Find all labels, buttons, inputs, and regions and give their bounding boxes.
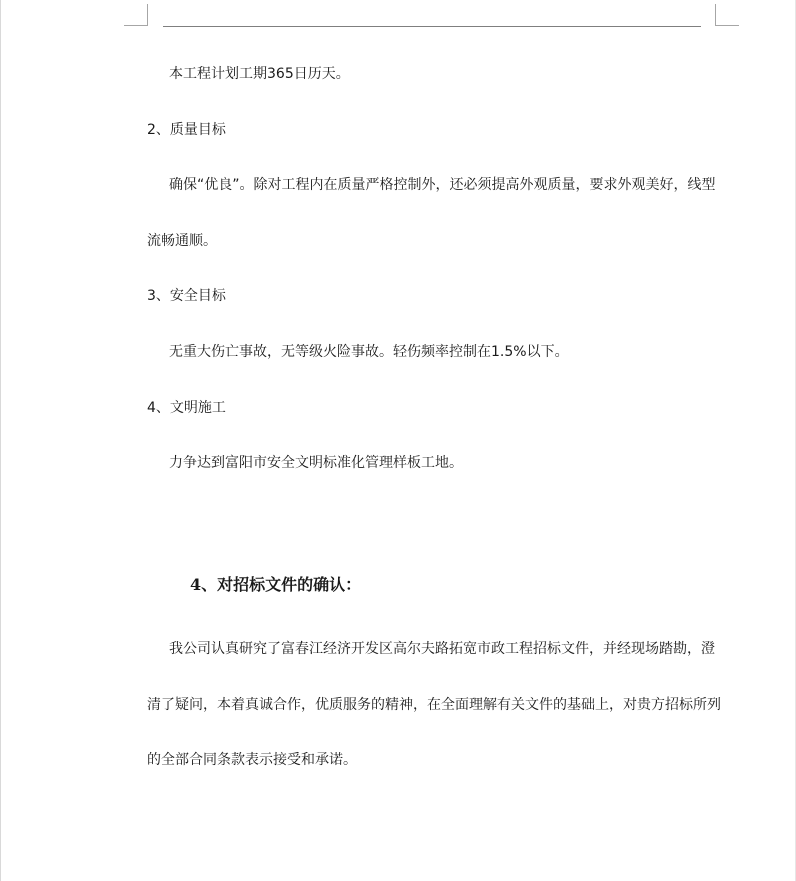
confirmation-text-line-1: 我公司认真研究了富春江经济开发区高尔夫路拓宽市政工程招标文件，并经现场踏勘，澄	[169, 641, 715, 657]
margin-corner-mark-top-left	[147, 4, 148, 26]
quality-goal-text-line-1: 确保“优良”。除对工程内在质量严格控制外，还必须提高外观质量，要求外观美好，线型	[169, 177, 716, 193]
civilized-construction-text: 力争达到富阳市安全文明标准化管理样板工地。	[169, 455, 463, 471]
safety-goal-text: 无重大伤亡事故，无等级火险事故。轻伤频率控制在1.5%以下。	[169, 344, 569, 360]
header-rule	[163, 26, 701, 27]
civilized-construction-heading: 4、文明施工	[147, 400, 226, 416]
margin-corner-mark-top-right	[715, 4, 716, 26]
page-left-edge	[0, 0, 1, 881]
schedule-paragraph: 本工程计划工期365日历天。	[169, 66, 350, 82]
section-heading-tender-confirmation: 4、对招标文件的确认：	[190, 575, 362, 594]
safety-goal-heading: 3、安全目标	[147, 288, 226, 304]
quality-goal-text-line-2: 流畅通顺。	[147, 233, 217, 249]
margin-corner-mark-top-left-horizontal	[124, 25, 148, 26]
confirmation-text-line-3: 的全部合同条款表示接受和承诺。	[147, 752, 357, 768]
confirmation-text-line-2: 清了疑问，本着真诚合作，优质服务的精神，在全面理解有关文件的基础上，对贵方招标所列	[147, 697, 721, 713]
margin-corner-mark-top-right-horizontal	[715, 25, 739, 26]
quality-goal-heading: 2、质量目标	[147, 122, 226, 138]
